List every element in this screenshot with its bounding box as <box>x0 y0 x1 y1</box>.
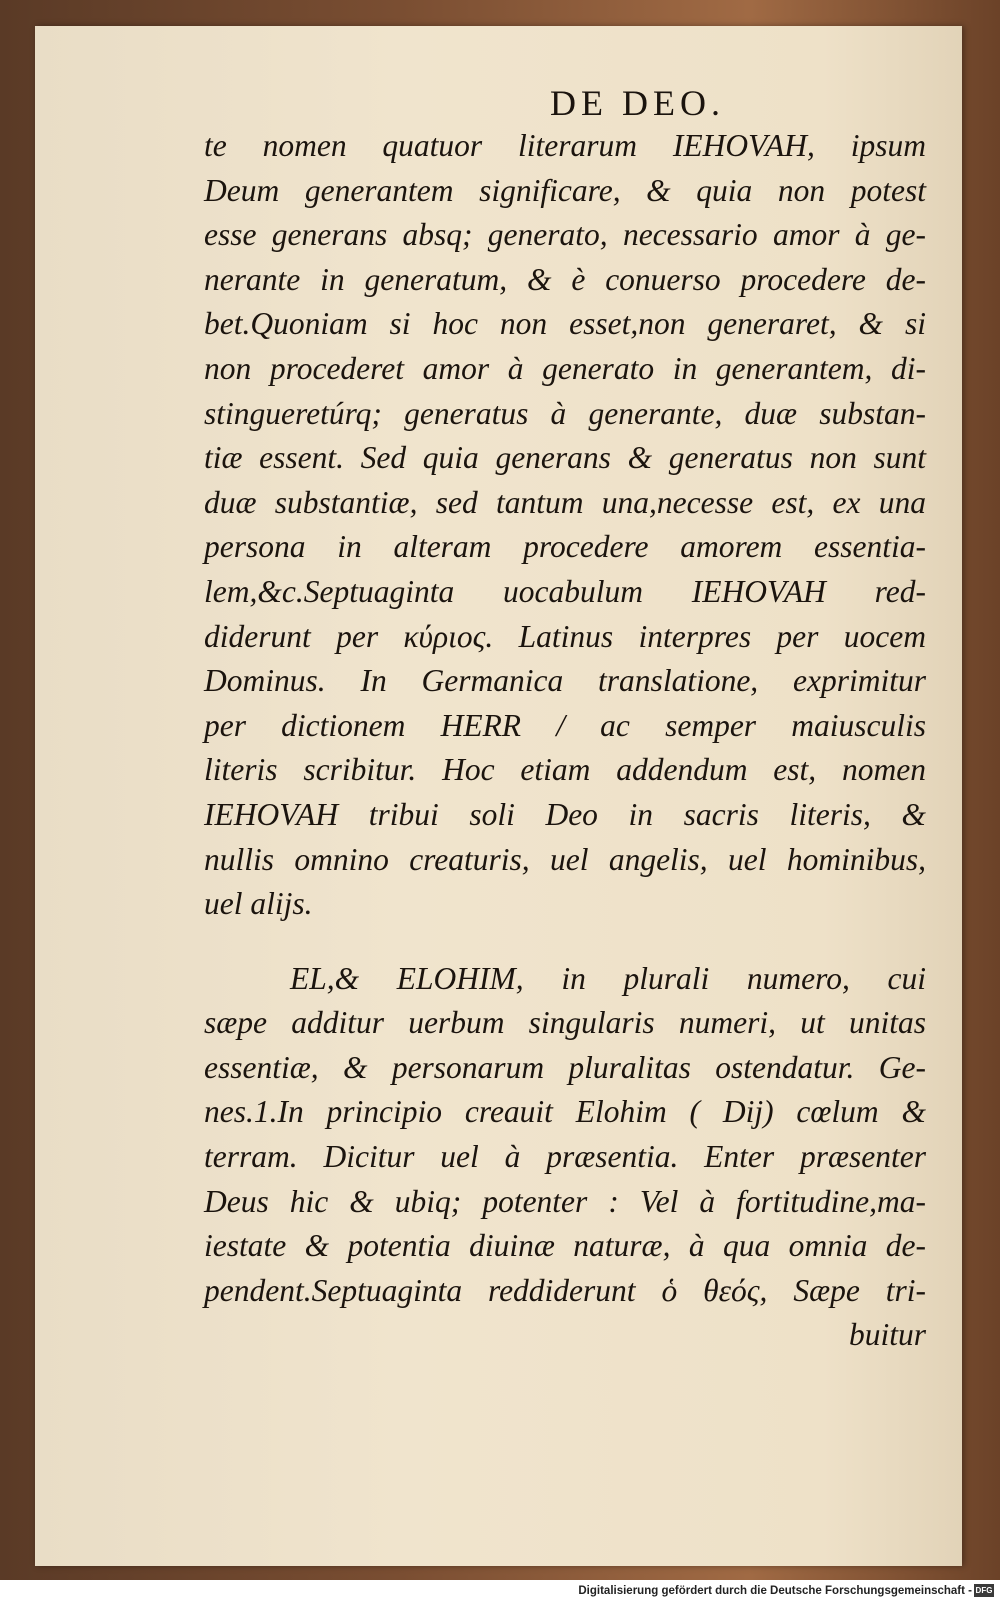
funding-credit: Digitalisierung gefördert durch die Deutsche Forschungsgemeinschaft - <box>578 1585 972 1597</box>
dfg-logo: DFG <box>975 1586 993 1595</box>
text-line: te nomen quatuor literarum IEHOVAH, ipsum <box>204 128 926 163</box>
running-title: DE DEO. <box>550 83 725 123</box>
text-line: non procederet amor à generato in generantem, di- <box>204 350 926 386</box>
running-header <box>35 82 915 124</box>
text-line: persona in alteram procedere amorem essentia- <box>204 529 926 565</box>
text-line: diderunt per κύριος. Latinus interpres per uocem <box>204 618 926 654</box>
text-line: iestate & potentia diuinæ naturæ, à qua omnia de- <box>204 1228 926 1264</box>
paragraph-gap <box>204 927 926 957</box>
text-line: EL,& ELOHIM, in plurali numero, cui <box>290 960 926 996</box>
text-line: Deum generantem significare, & quia non potest <box>204 172 926 208</box>
text-line: essentiæ, & personarum pluralitas ostendatur. Ge- <box>204 1049 926 1085</box>
text-line: uel alijs. <box>204 886 313 922</box>
text-line: duæ substantiæ, sed tantum una,necesse est, ex una <box>204 484 926 520</box>
page-text <box>204 124 926 1358</box>
text-line: nes.1.In principio creauit Elohim ( Dij) cœlum & <box>204 1094 926 1130</box>
text-line: tiæ essent. Sed quia generans & generatus non sunt <box>204 440 926 476</box>
text-line: lem,&c.Septuaginta uocabulum IEHOVAH red- <box>204 573 926 609</box>
text-line: Deus hic & ubiq; potenter : Vel à fortitudine,ma- <box>204 1183 926 1219</box>
text-line: terram. Dicitur uel à præsentia. Enter præsenter <box>204 1139 926 1175</box>
text-line: sæpe additur uerbum singularis numeri, ut unitas <box>204 1005 926 1041</box>
text-line: pendent.Septuaginta reddiderunt ὁ θεός, Sæpe tri- <box>204 1272 926 1308</box>
text-line: bet.Quoniam si hoc non esset,non generaret, & si <box>204 306 926 342</box>
text-line: esse generans absq; generato, necessario amor à ge- <box>204 217 926 253</box>
text-line: literis scribitur. Hoc etiam addendum est, nomen <box>204 752 926 788</box>
text-line: IEHOVAH tribui soli Deo in sacris literis, & <box>204 796 926 832</box>
text-line: Dominus. In Germanica translatione, exprimitur <box>204 663 926 699</box>
catchword: buitur <box>848 1317 926 1353</box>
text-line: nerante in generatum, & è conuerso procedere de- <box>204 261 926 297</box>
text-line: per dictionem HERR / ac semper maiusculis <box>204 707 926 743</box>
text-line: nullis omnino creaturis, uel angelis, uel hominibus, <box>204 841 926 877</box>
text-line: stingueretúrq; generatus à generante, duæ substan- <box>204 395 926 431</box>
